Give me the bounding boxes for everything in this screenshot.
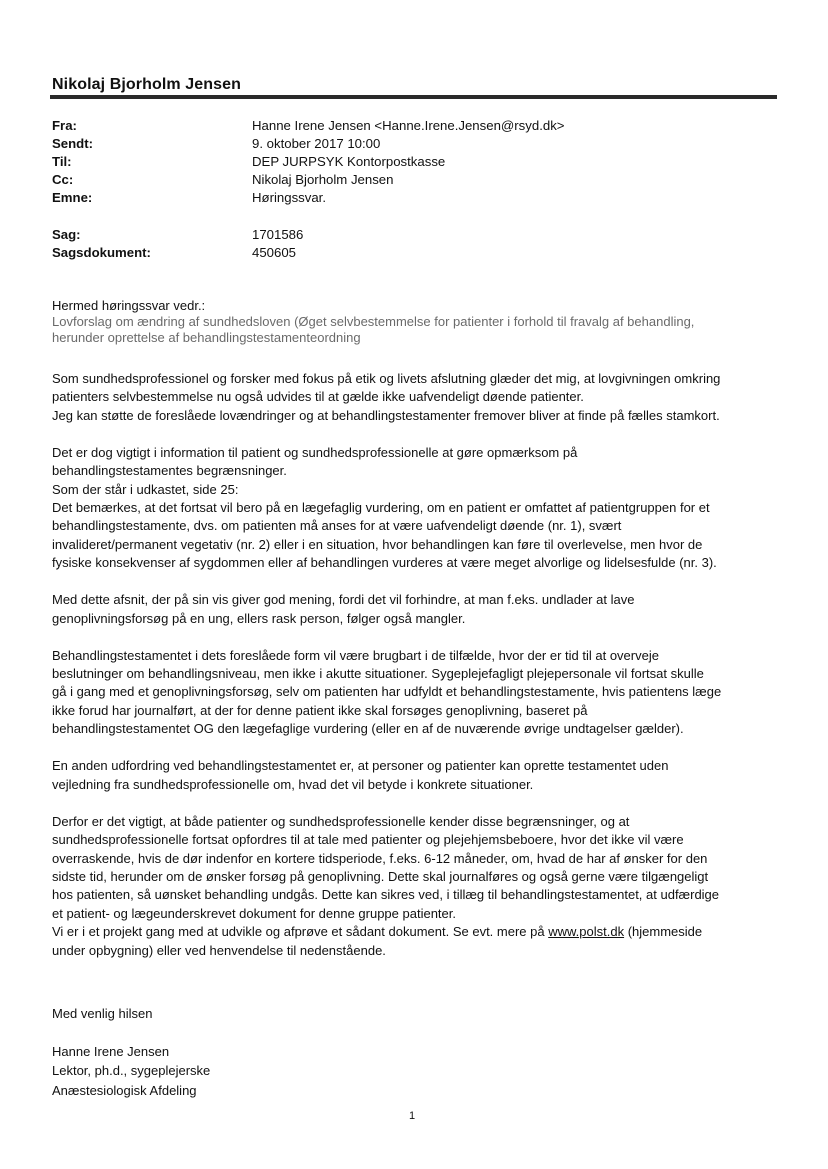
text-segment: (hjemmeside [624,924,703,940]
greeting: Med venlig hilsen [52,1006,153,1021]
sender-name: Nikolaj Bjorholm Jensen [52,76,242,93]
text-line: Som sundhedsprofessionel og forsker med fokus på etik og livets afslutning glæder det mig, at lovgivningen omkring [52,371,721,386]
text-line: sidste tid, herunder om de ønsker forsøg på genoplivning. Dette skal journalføres og også gerne være tilgængeligt [52,868,709,884]
text-line: ikke forud har journalført, at der for denne patient ikke skal forsøges genoplivning, baseret på [52,702,588,718]
text-line: sundhedsprofessionelle fortsat opfordres til at tale med patienter og plejehjemsbeboere, hvor det ikke vil være [52,832,684,848]
to-label: Til: [52,154,72,169]
letter-body [52,370,782,960]
text-line: gå i gang med et genoplivningsforsøg, selv om patienten har udfyldt et behandlingstestamente, hvis patientens læge [52,684,722,700]
polst-link[interactable]: www.polst.dk [548,924,625,940]
text-line: Behandlingstestamentet i dets foreslåede form vil være brugbart i de tilfælde, hvor der er tid til at overveje [52,647,659,663]
text-line: hos patienten, så uønsket behandling undgås. Dette kan sikres ved, i tillæg til behandlingstestamentet, at udfærdige [52,887,720,903]
sent-label: Sendt: [52,136,94,151]
text-line: vejledning fra sundhedsprofessionelle om, hvad det vil betyde i konkrete situationer. [52,776,534,792]
text-line: Det bemærkes, at det fortsat vil bero på en lægefaglig vurdering, om en patient er omfattet af patientgruppen for et [52,500,710,516]
paragraph [52,444,782,573]
cc-value: Nikolaj Bjorholm Jensen [252,172,394,187]
text-line: behandlingstestamentet OG den lægefaglige vurdering (eller en af de nuværende øvrige undtagelser gælder). [52,721,684,737]
text-line: Derfor er det vigtigt, at både patienter og sundhedsprofessionelle kender disse begrænsninger, og at [52,813,630,829]
case-value: 1701586 [252,227,304,242]
cc-label: Cc: [52,172,74,187]
paragraph [52,813,782,960]
text-line: behandlingstestamentes begrænsninger. [52,463,287,479]
text-line: fysiske konsekvenser af sygdommen eller af behandlingen vurderes at være meget alvorlige og lidelsesfulde (nr. 3). [52,555,717,571]
signature-title: Lektor, ph.d., sygeplejerske [52,1063,211,1079]
signature-name: Hanne Irene Jensen [52,1044,170,1060]
text-line [52,923,782,941]
text-line: Jeg kan støtte de foreslåede lovændringer og at behandlingstestamenter fremover bliver at finde på fælles stamkort. [52,407,720,423]
paragraph [52,370,782,425]
from-value: Hanne Irene Jensen <Hanne.Irene.Jensen@rsyd.dk> [252,118,565,133]
intro-heading: Hermed høringssvar vedr.: [52,298,206,313]
bill-reference-line: herunder oprettelse af behandlingstestamenteordning [52,330,361,345]
paragraph [52,591,782,628]
case-document-value: 450605 [252,245,297,260]
case-document-label: Sagsdokument: [52,245,151,260]
bill-reference-line: Lovforslag om ændring af sundhedsloven (Øget selvbestemmelse for patienter i forhold til fravalg af behandling, [52,314,695,329]
page-number: 1 [409,1110,416,1122]
subject-value: Høringssvar. [252,190,327,205]
to-value: DEP JURPSYK Kontorpostkasse [252,154,446,169]
text-line: overraskende, hvis de dør indenfor en kortere tidsperiode, f.eks. 6-12 måneder, om, hvad de har af ønsker for den [52,850,708,866]
paragraph [52,647,782,739]
text-line: Det er dog vigtigt i information til patient og sundhedsprofessionelle at gøre opmærksom på [52,444,578,460]
case-label: Sag: [52,227,81,242]
text-line: beslutninger om behandlingsniveau, men ikke i akutte situationer. Sygeplejefagligt plejepersonale vil fortsat skulle [52,666,704,682]
from-label: Fra: [52,118,77,133]
text-line: En anden udfordring ved behandlingstestamentet er, at personer og patienter kan oprette testamentet uden [52,758,669,774]
intro [52,298,694,346]
sent-value: 9. oktober 2017 10:00 [252,136,381,151]
paragraph [52,757,782,794]
text-line: invalideret/permanent vegetativ (nr. 2) eller i en situation, hvor behandlingen kan føre til overlevelse, men hvor de [52,536,703,552]
header-rule [50,95,777,99]
text-line: et patient- og lægeunderskrevet dokument for denne gruppe patienter. [52,905,456,921]
text-line: under opbygning) eller ved henvendelse til nedenstående. [52,942,386,958]
signature [52,1004,210,1100]
text-line: behandlingstestamente, dvs. om patienten må anses for at være uafvendeligt døende (nr. 1), svært [52,518,622,534]
text-line: Med dette afsnit, der på sin vis giver god mening, fordi det vil forhindre, at man f.eks. undlader at lave [52,592,635,608]
text-segment: Vi er i et projekt gang med at udvikle og afprøve et sådant dokument. Se evt. mere på [52,924,549,940]
signature-department: Anæstesiologisk Afdeling [52,1082,197,1098]
subject-label: Emne: [52,190,93,205]
text-line: Som der står i udkastet, side 25: [52,481,239,497]
text-line: genoplivningsforsøg på en ung, ellers rask person, følger også mangler. [52,610,466,626]
text-line: patienters selvbestemmelse nu også udvides til at gælde ikke uafvendeligt døende patienter. [52,389,584,405]
